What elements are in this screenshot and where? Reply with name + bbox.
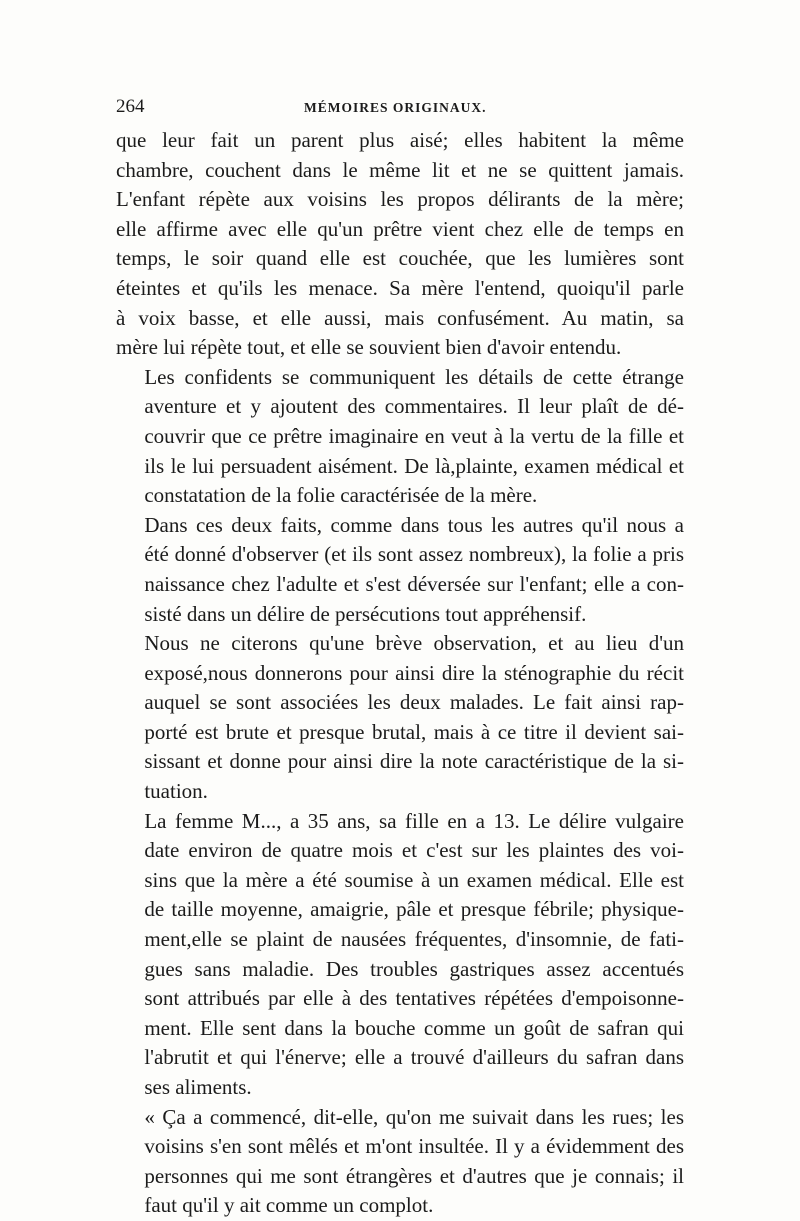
text-line: exposé,nous donnerons pour ainsi dire la sténographie du récit	[144, 660, 684, 685]
text-line: sont attribués par elle à des tentatives répétées d'empoisonne-	[144, 986, 684, 1011]
text-line: Dans ces deux faits, comme dans tous les autres qu'il nous a	[144, 512, 684, 537]
text-line: L'enfant répète aux voisins les propos délirants de la mère;	[116, 187, 684, 212]
text-line: ment. Elle sent dans la bouche comme un goût de safran qui	[144, 1015, 684, 1040]
text-line: l'abrutit et qui l'énerve; elle a trouvé d'ailleurs du safran dans	[144, 1045, 684, 1070]
page-number: 264	[116, 96, 145, 117]
text-line: gues sans maladie. Des troubles gastriques assez accentués	[144, 956, 684, 981]
text-line: auquel se sont associées les deux malades. Le fait ainsi rap-	[144, 690, 684, 715]
paragraph	[116, 511, 684, 629]
paragraph	[116, 807, 684, 1103]
text-line: voisins s'en sont mêlés et m'ont insultée. Il y a évidemment des	[144, 1134, 684, 1159]
text-line: éteintes et qu'ils les menace. Sa mère l'entend, quoiqu'il parle	[116, 275, 684, 300]
paragraph	[116, 363, 684, 511]
paragraph	[116, 629, 684, 807]
book-page	[116, 92, 684, 1221]
text-line: elle affirme avec elle qu'un prêtre vient chez elle de temps en	[116, 216, 684, 241]
text-line: que leur fait un parent plus aisé; elles habitent la même	[116, 128, 684, 152]
text-line: sisté dans un délire de persécutions tout appréhensif.	[144, 601, 587, 626]
text-line: couvrir que ce prêtre imaginaire en veut à la vertu de la fille et	[144, 423, 684, 448]
text-line: naissance chez l'adulte et s'est déversée sur l'enfant; elle a con-	[144, 571, 684, 596]
text-line: faut qu'il y ait comme un complot.	[144, 1193, 434, 1218]
text-line: date environ de quatre mois et c'est sur les plaintes des voi-	[144, 838, 684, 863]
text-line: aventure et y ajoutent des commentaires. Il leur plaît de dé-	[144, 394, 684, 419]
text-line: La femme M..., a 35 ans, sa fille en a 13. Le délire vulgaire	[144, 808, 684, 833]
text-line: tuation.	[144, 779, 208, 804]
text-line: ses aliments.	[144, 1075, 252, 1099]
text-line: « Ça a commencé, dit-elle, qu'on me suivait dans les rues; les	[144, 1104, 684, 1129]
text-line: temps, le soir quand elle est couchée, que les lumières sont	[116, 246, 684, 271]
text-line: porté est brute et presque brutal, mais à ce titre il devient sai-	[144, 719, 684, 744]
text-line: ils le lui persuadent aisément. De là,plainte, examen médical et	[144, 453, 684, 478]
text-line: chambre, couchent dans le même lit et ne se quittent jamais.	[116, 157, 684, 182]
text-line: constatation de la folie caractérisée de la mère.	[144, 483, 538, 508]
running-head: MÉMOIRES ORIGINAUX.	[304, 100, 487, 115]
text-line: de taille moyenne, amaigrie, pâle et presque fébrile; physique-	[144, 897, 684, 922]
text-line: personnes qui me sont étrangères et d'autres que je connais; il	[144, 1163, 684, 1188]
text-line: à voix basse, et elle aussi, mais confusément. Au matin, sa	[116, 305, 684, 330]
text-line: été donné d'observer (et ils sont assez nombreux), la folie a pris	[144, 542, 684, 567]
paragraph	[116, 126, 684, 363]
body-text	[116, 126, 684, 1221]
text-line: ment,elle se plaint de nausées fréquentes, d'insomnie, de fati-	[144, 927, 684, 952]
text-line: sins que la mère a été soumise à un examen médical. Elle est	[144, 867, 684, 892]
text-line: Nous ne citerons qu'une brève observation, et au lieu d'un	[144, 631, 684, 656]
text-line: Les confidents se communiquent les détails de cette étrange	[144, 364, 684, 389]
paragraph	[116, 1103, 684, 1221]
text-line: mère lui répète tout, et elle se souvient bien d'avoir entendu.	[116, 335, 622, 360]
text-line: sissant et donne pour ainsi dire la note caractéristique de la si-	[144, 749, 684, 774]
page-header	[116, 92, 684, 126]
